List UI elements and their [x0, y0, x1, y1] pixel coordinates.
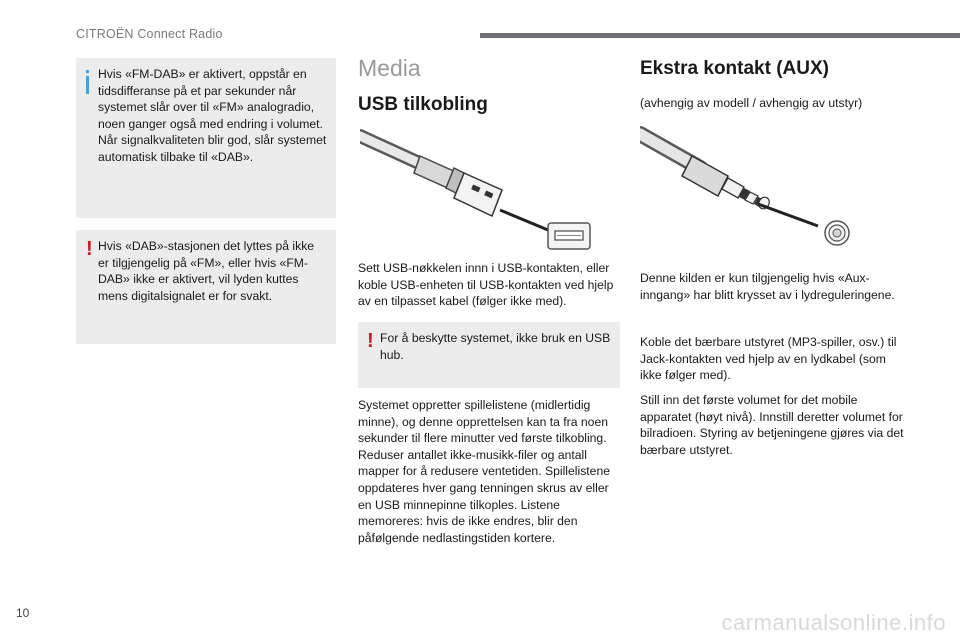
- warning-icon: !: [86, 238, 93, 260]
- aux-heading: Ekstra kontakt (AUX): [640, 58, 829, 79]
- header-bar: [480, 33, 960, 38]
- usb-intro-text: Sett USB-nøkkelen innn i USB-kontakten, eller koble USB-enheten til USB-kontakten ved hjelp av en tilpasset kabel (følger ikke med).: [358, 261, 614, 309]
- info-note-text: Hvis «FM-DAB» er aktivert, oppstår en tidsdifferanse på et par sekunder når systemet slår over til «FM» analogradio, noen ganger også med endring i volumet. Når signalkvaliteten blir god, slår systemet automatisk tilbake til «DAB».: [98, 67, 327, 164]
- header-title: CITROËN Connect Radio: [76, 27, 223, 41]
- section-title-media: Media: [358, 55, 421, 81]
- aux-paragraph-2: Koble det bærbare utstyret (MP3-spiller, osv.) til Jack-kontakten ved hjelp av en lydkabel (som ikke følger med).: [640, 335, 897, 383]
- warning-icon: !: [367, 330, 374, 352]
- usb-warning-box: [358, 322, 620, 388]
- aux-paragraph-1: Denne kilden er kun tilgjengelig hvis «Aux-inngang» har blitt krysset av i lydreguleringene.: [640, 271, 895, 302]
- warning-note-box: [76, 230, 336, 344]
- usb-warning-text: For å beskytte systemet, ikke bruk en USB hub.: [380, 331, 611, 362]
- usb-connector-illustration: [360, 128, 600, 253]
- page-number: 10: [16, 606, 30, 620]
- aux-jack-illustration: [640, 126, 870, 250]
- info-icon: [86, 76, 89, 94]
- info-note-box: [76, 58, 336, 218]
- usb-heading: USB tilkobling: [358, 94, 488, 115]
- watermark: carmanualsonline.info: [721, 610, 946, 635]
- usb-body-text: Systemet oppretter spillelistene (midlertidig minne), og denne opprettelsen kan ta fra noen sekunder til flere minutter ved første tilkobling. Reduser antallet ikke-musikk-filer og antall mapper for å redusere ventetiden. Spillelistene oppdateres hver gang tenningen skrus av eller en USB minnepinne tilkoples. Listene memoreres: hvis de ikke endres, blir den påfølgende nedlastingstiden kortere.: [358, 398, 611, 545]
- aux-subtitle: (avhengig av modell / avhengig av utstyr): [640, 96, 863, 110]
- warning-note-text: Hvis «DAB»-stasjonen det lyttes på ikke er tilgjengelig på «FM», eller hvis «FM-DAB» ikke er aktivert, vil lyden kuttes mens digitalsignalet er for svakt.: [98, 239, 315, 303]
- aux-paragraph-3: Still inn det første volumet for det mobile apparatet (høyt nivå). Innstill deretter volumet for bilradioen. Styring av betjeningene gjøres via det bærbare utstyret.: [640, 393, 904, 457]
